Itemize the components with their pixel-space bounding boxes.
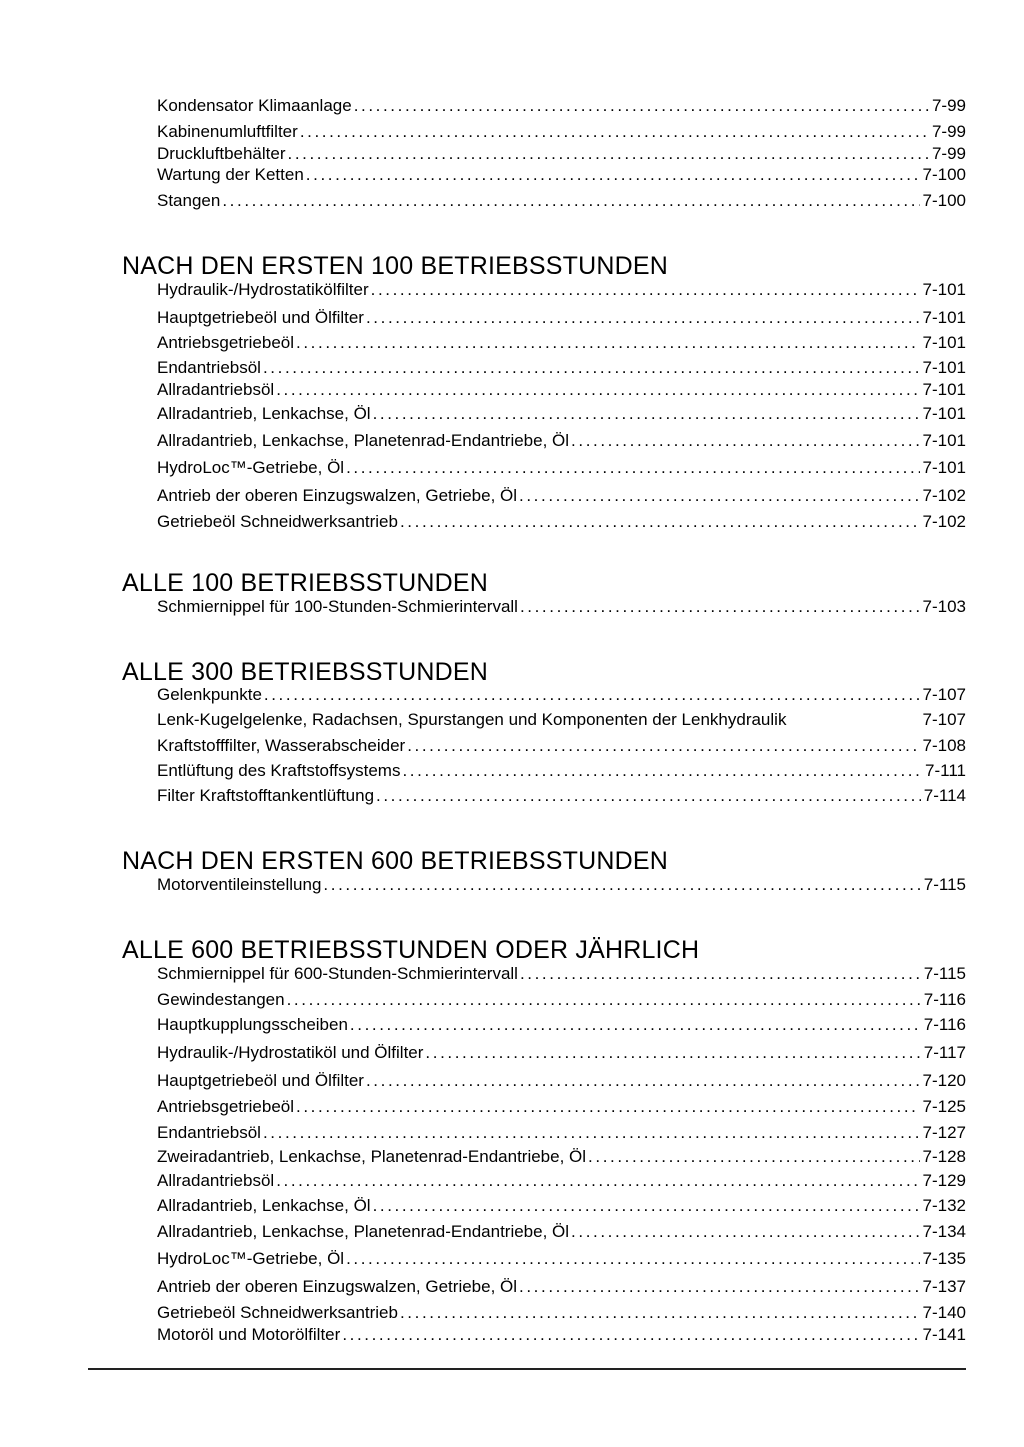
toc-entry-page: 7-103 [922, 597, 966, 616]
toc-entry-label: Kondensator Klimaanlage [157, 96, 352, 115]
toc-entry-page: 7-135 [922, 1249, 966, 1268]
toc-entry-page: 7-127 [922, 1123, 966, 1142]
dot-leader [364, 1070, 920, 1092]
dot-leader [261, 357, 920, 379]
toc-entry[interactable] [157, 95, 966, 117]
toc-entry-label: Allradantriebsöl [157, 380, 275, 399]
dot-leader [352, 95, 929, 117]
toc-entry-label: Allradantrieb, Lenkachse, Planetenrad-Endantriebe, Öl [157, 431, 570, 450]
toc-entry-label: Gelenkpunkte [157, 685, 262, 704]
dot-leader [371, 1195, 920, 1217]
toc-entry-label: Schmiernippel für 600-Stunden-Schmierintervall [157, 964, 518, 983]
toc-entry-page: 7-117 [923, 1043, 966, 1062]
toc-entry[interactable] [157, 403, 966, 425]
toc-entry[interactable] [157, 279, 966, 301]
toc-entry[interactable] [157, 596, 966, 618]
toc-entry[interactable] [157, 307, 966, 329]
toc-entry-label: Schmiernippel für 100-Stunden-Schmierintervall [157, 597, 518, 616]
dot-leader [344, 457, 919, 479]
toc-entry-page: 7-99 [931, 144, 966, 163]
section-heading: ALLE 300 BETRIEBSSTUNDEN [122, 658, 489, 686]
dot-leader [569, 430, 919, 452]
toc-entry[interactable] [157, 1195, 966, 1217]
toc-entry-label: Allradantrieb, Lenkachse, Öl [157, 404, 371, 423]
toc-entry-page: 7-128 [922, 1147, 966, 1166]
toc-entry[interactable] [157, 430, 966, 452]
dot-leader [518, 596, 920, 618]
toc-entry-label: Gewindestangen [157, 990, 285, 1009]
toc-entry[interactable] [157, 143, 966, 165]
toc-entry[interactable] [157, 1122, 966, 1144]
section-heading: NACH DEN ERSTEN 600 BETRIEBSSTUNDEN [122, 847, 669, 875]
toc-entry[interactable] [157, 457, 966, 479]
dot-leader [405, 735, 919, 757]
toc-entry-label: Antrieb der oberen Einzugswalzen, Getriebe, Öl [157, 486, 518, 505]
toc-entry[interactable] [157, 684, 966, 706]
toc-entry-label: Getriebeöl Schneidwerksantrieb [157, 1303, 398, 1322]
toc-entry-page: 7-115 [923, 964, 966, 983]
dot-leader [423, 1042, 920, 1064]
toc-entry-label: HydroLoc™-Getriebe, Öl [157, 1249, 345, 1268]
toc-entry[interactable] [157, 379, 966, 401]
footer-rule [88, 1368, 966, 1370]
toc-entry[interactable] [157, 1170, 966, 1192]
toc-entry-page: 7-101 [922, 404, 966, 423]
toc-entry-label: Motoröl und Motorölfilter [157, 1325, 341, 1344]
toc-entry-page: 7-108 [922, 736, 966, 755]
toc-entry[interactable] [157, 1096, 966, 1118]
toc-entry[interactable] [157, 485, 966, 507]
toc-entry[interactable] [157, 785, 966, 807]
toc-entry[interactable] [157, 1070, 966, 1092]
toc-entry-page: 7-134 [922, 1222, 966, 1241]
toc-entry[interactable] [157, 989, 966, 1011]
dot-leader [364, 307, 920, 329]
toc-entry-page: 7-107 [922, 710, 966, 729]
toc-entry[interactable] [157, 1146, 966, 1168]
toc-entry-label: Entlüftung des Kraftstoffsystems [157, 761, 401, 780]
toc-entry-page: 7-101 [922, 280, 966, 299]
dot-leader [369, 279, 920, 301]
dot-leader [321, 874, 920, 896]
toc-entry-label: Allradantrieb, Lenkachse, Planetenrad-Endantriebe, Öl [157, 1222, 570, 1241]
section-heading: ALLE 100 BETRIEBSSTUNDEN [122, 569, 489, 597]
toc-entry[interactable] [157, 1221, 966, 1243]
toc-entry-page: 7-137 [922, 1277, 966, 1296]
toc-entry-label: Antriebsgetriebeöl [157, 333, 295, 352]
toc-entry-label: Allradantrieb, Lenkachse, Öl [157, 1196, 371, 1215]
toc-entry[interactable] [157, 332, 966, 354]
dot-leader [400, 760, 922, 782]
toc-entry-label: Hydraulik-/Hydrostatiköl und Ölfilter [157, 1043, 424, 1062]
toc-entry[interactable] [157, 1276, 966, 1298]
dot-leader [274, 1170, 919, 1192]
toc-entry-label: Hauptkupplungsscheiben [157, 1015, 348, 1034]
toc-entry-page: 7-101 [922, 380, 966, 399]
toc-entry-page: 7-132 [922, 1196, 966, 1215]
dot-leader [586, 1146, 919, 1168]
toc-entry[interactable] [157, 511, 966, 533]
toc-entry-page: 7-107 [922, 685, 966, 704]
dot-leader [398, 511, 920, 533]
toc-entry[interactable] [157, 735, 966, 757]
dot-leader [294, 332, 919, 354]
toc-entry-label: Stangen [157, 191, 221, 210]
toc-entry-label: Filter Kraftstofftankentlüftung [157, 786, 375, 805]
toc-entry-label: Allradantriebsöl [157, 1171, 275, 1190]
dot-leader [294, 1096, 919, 1118]
dot-leader [517, 485, 919, 507]
toc-entry-label: Wartung der Ketten [157, 165, 304, 184]
toc-entry-page: 7-100 [922, 191, 966, 210]
toc-entry-page: 7-99 [931, 96, 966, 115]
dot-leader [569, 1221, 919, 1243]
toc-entry-label: Kabinenumluftfilter [157, 122, 298, 141]
toc-entry-label: Hauptgetriebeöl und Ölfilter [157, 1071, 364, 1090]
dot-leader [261, 1122, 920, 1144]
section-heading: NACH DEN ERSTEN 100 BETRIEBSSTUNDEN [122, 252, 669, 280]
toc-entry-page: 7-129 [922, 1171, 966, 1190]
toc-entry[interactable] [157, 1248, 966, 1270]
toc-entry-label: Hauptgetriebeöl und Ölfilter [157, 308, 364, 327]
toc-entry-label: Endantriebsöl [157, 358, 261, 377]
toc-entry-page: 7-100 [922, 165, 966, 184]
toc-entry-page: 7-120 [922, 1071, 966, 1090]
toc-entry-page: 7-99 [931, 122, 966, 141]
toc-entry[interactable] [157, 164, 966, 186]
dot-leader [348, 1014, 921, 1036]
toc-entry[interactable] [157, 121, 966, 143]
dot-leader [371, 403, 920, 425]
toc-entry-page: 7-116 [923, 1015, 966, 1034]
dot-leader [262, 684, 920, 706]
toc-entry-page: 7-116 [923, 990, 966, 1009]
toc-entry[interactable] [157, 709, 966, 731]
toc-entry[interactable] [157, 190, 966, 212]
dot-leader [286, 143, 929, 165]
toc-entry[interactable] [157, 760, 966, 782]
toc-entry-label: HydroLoc™-Getriebe, Öl [157, 458, 345, 477]
toc-entry-label: Kraftstofffilter, Wasserabscheider [157, 736, 406, 755]
toc-entry[interactable] [157, 1014, 966, 1036]
dot-leader [304, 164, 920, 186]
toc-entry-page: 7-101 [922, 333, 966, 352]
toc-entry-label: Druckluftbehälter [157, 144, 286, 163]
dot-leader [374, 785, 921, 807]
toc-entry-page: 7-101 [922, 458, 966, 477]
toc-entry-page: 7-141 [922, 1325, 966, 1344]
toc-entry-label: Zweiradantrieb, Lenkachse, Planetenrad-Endantriebe, Öl [157, 1147, 587, 1166]
toc-entry-label: Lenk-Kugelgelenke, Radachsen, Spurstangen und Komponenten der Lenkhydraulik [157, 710, 787, 729]
toc-entry[interactable] [157, 1302, 966, 1324]
toc-entry-page: 7-101 [922, 358, 966, 377]
toc-entry-label: Antriebsgetriebeöl [157, 1097, 295, 1116]
toc-entry-page: 7-101 [922, 308, 966, 327]
toc-entry-page: 7-101 [922, 431, 966, 450]
dot-leader [518, 963, 921, 985]
dot-leader [274, 379, 919, 401]
toc-entry-page: 7-140 [922, 1303, 966, 1322]
dot-leader [517, 1276, 919, 1298]
toc-entry-label: Antrieb der oberen Einzugswalzen, Getriebe, Öl [157, 1277, 518, 1296]
toc-entry[interactable] [157, 874, 966, 896]
dot-leader [298, 121, 929, 143]
toc-entry[interactable] [157, 1324, 966, 1346]
toc-entry-page: 7-111 [925, 761, 966, 780]
toc-entry[interactable] [157, 357, 966, 379]
toc-entry-page: 7-102 [922, 486, 966, 505]
toc-entry-page: 7-125 [922, 1097, 966, 1116]
dot-leader [285, 989, 921, 1011]
toc-entry-page: 7-114 [923, 786, 966, 805]
dot-leader [340, 1324, 919, 1346]
toc-entry-page: 7-115 [923, 875, 966, 894]
toc-entry-page: 7-102 [922, 512, 966, 531]
toc-entry-label: Hydraulik-/Hydrostatikölfilter [157, 280, 369, 299]
toc-entry-label: Getriebeöl Schneidwerksantrieb [157, 512, 398, 531]
toc-entry[interactable] [157, 963, 966, 985]
section-heading: ALLE 600 BETRIEBSSTUNDEN ODER JÄHRLICH [122, 936, 700, 964]
toc-entry-label: Endantriebsöl [157, 1123, 261, 1142]
dot-leader [220, 190, 919, 212]
dot-leader [398, 1302, 920, 1324]
toc-entry-label: Motorventileinstellung [157, 875, 322, 894]
dot-leader [344, 1248, 919, 1270]
toc-entry[interactable] [157, 1042, 966, 1064]
